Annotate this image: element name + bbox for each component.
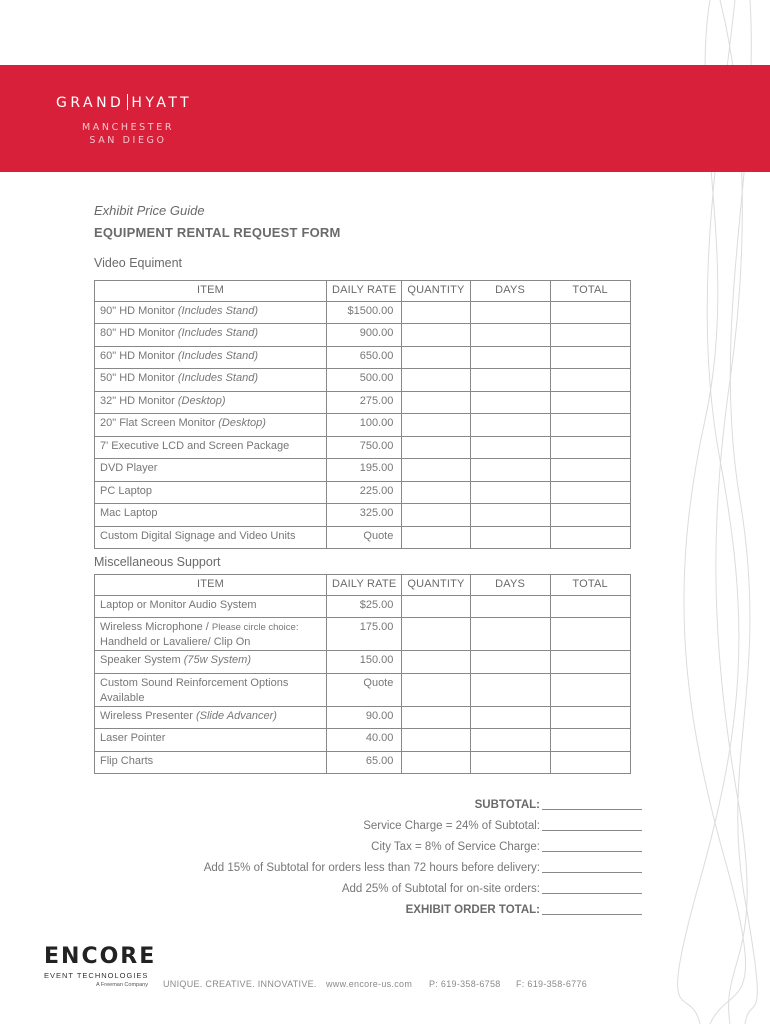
days-input-cell[interactable] <box>470 729 550 752</box>
footer-website[interactable]: www.encore-us.com <box>326 979 413 989</box>
hotel-location <box>82 121 174 147</box>
quantity-input-cell[interactable] <box>402 324 470 347</box>
item-note: (Includes Stand) <box>177 349 258 362</box>
item-name: Flip Charts <box>100 754 154 767</box>
total-input-cell[interactable] <box>550 729 630 752</box>
days-input-cell[interactable] <box>470 391 550 414</box>
item-cell <box>95 414 327 437</box>
daily-rate-cell: 275.00 <box>327 391 402 414</box>
total-input-cell[interactable] <box>550 391 630 414</box>
days-input-cell[interactable] <box>470 459 550 482</box>
daily-rate-cell: $25.00 <box>327 595 402 618</box>
item-cell <box>95 459 327 482</box>
item-cell <box>95 526 327 549</box>
item-note: (Includes Stand) <box>177 327 258 339</box>
column-header-total: TOTAL <box>550 575 630 596</box>
table-row <box>95 651 631 674</box>
item-cell <box>95 618 327 651</box>
daily-rate-cell: 325.00 <box>327 504 402 527</box>
footer-phone: P: 619-358-6758 <box>429 979 501 989</box>
total-input-cell[interactable] <box>550 301 630 324</box>
column-header-days: DAYS <box>470 575 550 596</box>
table-row <box>95 673 631 706</box>
onsite-fee-line <box>204 879 642 900</box>
column-header-item: ITEM <box>95 575 327 596</box>
total-input-cell[interactable] <box>550 481 630 504</box>
subtotal-line <box>204 795 642 816</box>
encore-logo <box>44 944 156 988</box>
table-row <box>95 301 631 324</box>
total-input-cell[interactable] <box>550 751 630 774</box>
onsite-fee-field[interactable] <box>542 881 642 894</box>
subtotal-label: SUBTOTAL: <box>474 799 540 811</box>
item-name: Laser Pointer <box>100 732 166 744</box>
item-cell <box>95 481 327 504</box>
quantity-input-cell[interactable] <box>402 618 470 651</box>
days-input-cell[interactable] <box>470 618 550 651</box>
hotel-logo <box>56 94 192 112</box>
quantity-input-cell[interactable] <box>402 301 470 324</box>
item-name: 20" Flat Screen Monitor <box>100 417 219 429</box>
onsite-fee-label: Add 25% of Subtotal for on-site orders: <box>341 883 540 895</box>
total-input-cell[interactable] <box>550 651 630 674</box>
daily-rate-cell: 650.00 <box>327 346 402 369</box>
column-header-daily-rate: DAILY RATE <box>327 575 402 596</box>
item-note: (Slide Advancer) <box>195 709 277 722</box>
rush-fee-field[interactable] <box>542 860 642 873</box>
quantity-input-cell[interactable] <box>402 751 470 774</box>
column-header-quantity: QUANTITY <box>402 281 470 302</box>
table-row <box>95 414 631 437</box>
quantity-input-cell[interactable] <box>402 651 470 674</box>
total-input-cell[interactable] <box>550 504 630 527</box>
days-input-cell[interactable] <box>470 301 550 324</box>
quantity-input-cell[interactable] <box>402 729 470 752</box>
table-header-row <box>95 575 631 596</box>
item-name: 50" HD Monitor <box>100 372 178 384</box>
logo-text-left: GRAND <box>56 95 125 111</box>
table-row <box>95 595 631 618</box>
header-banner <box>0 65 770 172</box>
daily-rate-cell: 150.00 <box>327 651 402 674</box>
video-equipment-table <box>94 280 631 549</box>
item-cell <box>95 595 327 618</box>
daily-rate-cell: 175.00 <box>327 618 402 651</box>
item-name: 90" HD Monitor <box>100 304 178 317</box>
item-cell <box>95 751 327 774</box>
item-cell <box>95 324 327 347</box>
item-cell <box>95 729 327 752</box>
days-input-cell[interactable] <box>470 504 550 527</box>
total-input-cell[interactable] <box>550 436 630 459</box>
daily-rate-cell: 750.00 <box>327 436 402 459</box>
item-cell <box>95 346 327 369</box>
logo-divider <box>127 94 128 110</box>
total-input-cell[interactable] <box>550 414 630 437</box>
column-header-quantity: QUANTITY <box>402 575 470 596</box>
subtotal-field[interactable] <box>542 797 642 810</box>
item-name: 60" HD Monitor <box>100 349 178 362</box>
days-input-cell[interactable] <box>470 706 550 729</box>
column-header-days: DAYS <box>470 281 550 302</box>
quantity-input-cell[interactable] <box>402 526 470 549</box>
quantity-input-cell[interactable] <box>402 391 470 414</box>
city-tax-line <box>204 837 642 858</box>
item-options: Handheld or Lavaliere/ Clip On <box>100 636 251 648</box>
table-row <box>95 346 631 369</box>
daily-rate-cell: $1500.00 <box>327 301 402 324</box>
daily-rate-cell: 225.00 <box>327 481 402 504</box>
location-line-1: MANCHESTER <box>82 122 175 133</box>
days-input-cell[interactable] <box>470 324 550 347</box>
item-cell <box>95 706 327 729</box>
rush-fee-line <box>204 858 642 879</box>
item-note: (Desktop) <box>218 417 266 429</box>
encore-logo-subtitle: EVENT TECHNOLOGIES <box>44 971 149 980</box>
table-row <box>95 526 631 549</box>
table-row <box>95 729 631 752</box>
item-name: Speaker System <box>100 654 184 666</box>
days-input-cell[interactable] <box>470 751 550 774</box>
quantity-input-cell[interactable] <box>402 414 470 437</box>
item-note: (Desktop) <box>177 394 226 407</box>
days-input-cell[interactable] <box>470 481 550 504</box>
daily-rate-cell: 40.00 <box>327 729 402 752</box>
encore-company-note: A Freeman Company <box>96 982 148 988</box>
service-charge-label: Service Charge = 24% of Subtotal: <box>363 820 540 832</box>
item-cell <box>95 673 327 706</box>
total-input-cell[interactable] <box>550 369 630 392</box>
table-row <box>95 504 631 527</box>
days-input-cell[interactable] <box>470 673 550 706</box>
table-row <box>95 751 631 774</box>
total-input-cell[interactable] <box>550 673 630 706</box>
column-header-daily-rate: DAILY RATE <box>327 281 402 302</box>
footer-fax: F: 619-358-6776 <box>516 979 588 989</box>
footer-tagline: UNIQUE. CREATIVE. INNOVATIVE. <box>163 979 317 989</box>
logo-text-right: HYATT <box>131 95 193 111</box>
daily-rate-cell: 500.00 <box>327 369 402 392</box>
days-input-cell[interactable] <box>470 651 550 674</box>
exhibit-total-field[interactable] <box>542 902 642 915</box>
days-input-cell[interactable] <box>470 369 550 392</box>
item-note: (75w System) <box>183 654 252 666</box>
location-line-2: SAN DIEGO <box>89 135 167 146</box>
quantity-input-cell[interactable] <box>402 436 470 459</box>
quantity-input-cell[interactable] <box>402 369 470 392</box>
item-note: (Includes Stand) <box>177 372 258 384</box>
document-subtitle: Exhibit Price Guide <box>94 203 205 218</box>
days-input-cell[interactable] <box>470 526 550 549</box>
item-cell <box>95 301 327 324</box>
total-input-cell[interactable] <box>550 595 630 618</box>
table-row <box>95 369 631 392</box>
city-tax-label: City Tax = 8% of Service Charge: <box>371 841 540 853</box>
quantity-input-cell[interactable] <box>402 481 470 504</box>
exhibit-total-label: EXHIBIT ORDER TOTAL: <box>405 904 540 916</box>
item-cell <box>95 651 327 674</box>
quantity-input-cell[interactable] <box>402 595 470 618</box>
item-name: Custom Digital Signage and Video Units <box>100 529 296 542</box>
total-input-cell[interactable] <box>550 706 630 729</box>
item-cell <box>95 369 327 392</box>
days-input-cell[interactable] <box>470 595 550 618</box>
video-section-title: Video Equiment <box>94 256 183 270</box>
item-name: Mac Laptop <box>100 507 158 519</box>
item-cell <box>95 436 327 459</box>
quantity-input-cell[interactable] <box>402 673 470 706</box>
item-note: (Includes Stand) <box>177 304 258 317</box>
daily-rate-cell: 100.00 <box>327 414 402 437</box>
totals-section <box>204 795 642 921</box>
table-row <box>95 324 631 347</box>
item-name: 7' Executive LCD and Screen Package <box>100 439 290 452</box>
encore-logo-text: ENCORE <box>44 944 157 969</box>
city-tax-field[interactable] <box>542 839 642 852</box>
item-cell <box>95 391 327 414</box>
daily-rate-cell: Quote <box>327 526 402 549</box>
total-input-cell[interactable] <box>550 346 630 369</box>
quantity-input-cell[interactable] <box>402 706 470 729</box>
item-name: 32" HD Monitor <box>100 394 178 407</box>
table-row <box>95 618 631 651</box>
daily-rate-cell: 195.00 <box>327 459 402 482</box>
daily-rate-cell: 90.00 <box>327 706 402 729</box>
item-name: DVD Player <box>100 462 158 474</box>
item-name: Wireless Presenter <box>100 709 196 722</box>
table-row <box>95 459 631 482</box>
document-title: EQUIPMENT RENTAL REQUEST FORM <box>94 225 341 240</box>
total-input-cell[interactable] <box>550 459 630 482</box>
quantity-input-cell[interactable] <box>402 459 470 482</box>
item-name: PC Laptop <box>100 484 152 497</box>
service-charge-field[interactable] <box>542 818 642 831</box>
item-name: 80" HD Monitor <box>100 327 178 339</box>
service-charge-line <box>204 816 642 837</box>
total-input-cell[interactable] <box>550 618 630 651</box>
days-input-cell[interactable] <box>470 414 550 437</box>
table-row <box>95 706 631 729</box>
quantity-input-cell[interactable] <box>402 346 470 369</box>
rush-fee-label: Add 15% of Subtotal for orders less than 72 hours before delivery: <box>203 862 540 874</box>
table-row <box>95 436 631 459</box>
misc-support-table <box>94 574 631 774</box>
exhibit-total-line <box>204 900 642 921</box>
item-name: Laptop or Monitor Audio System <box>100 598 257 611</box>
total-input-cell[interactable] <box>550 526 630 549</box>
item-name: Wireless Microphone / <box>100 621 212 633</box>
item-name: Custom Sound Reinforcement Options Available <box>100 676 289 704</box>
days-input-cell[interactable] <box>470 346 550 369</box>
table-row <box>95 391 631 414</box>
table-row <box>95 481 631 504</box>
quantity-input-cell[interactable] <box>402 504 470 527</box>
misc-section-title: Miscellaneous Support <box>94 555 221 569</box>
column-header-item: ITEM <box>95 281 327 302</box>
days-input-cell[interactable] <box>470 436 550 459</box>
item-cell <box>95 504 327 527</box>
total-input-cell[interactable] <box>550 324 630 347</box>
daily-rate-cell: Quote <box>327 673 402 706</box>
column-header-total: TOTAL <box>550 281 630 302</box>
item-instruction: Please circle choice: <box>211 622 299 633</box>
daily-rate-cell: 65.00 <box>327 751 402 774</box>
daily-rate-cell: 900.00 <box>327 324 402 347</box>
table-header-row <box>95 281 631 302</box>
